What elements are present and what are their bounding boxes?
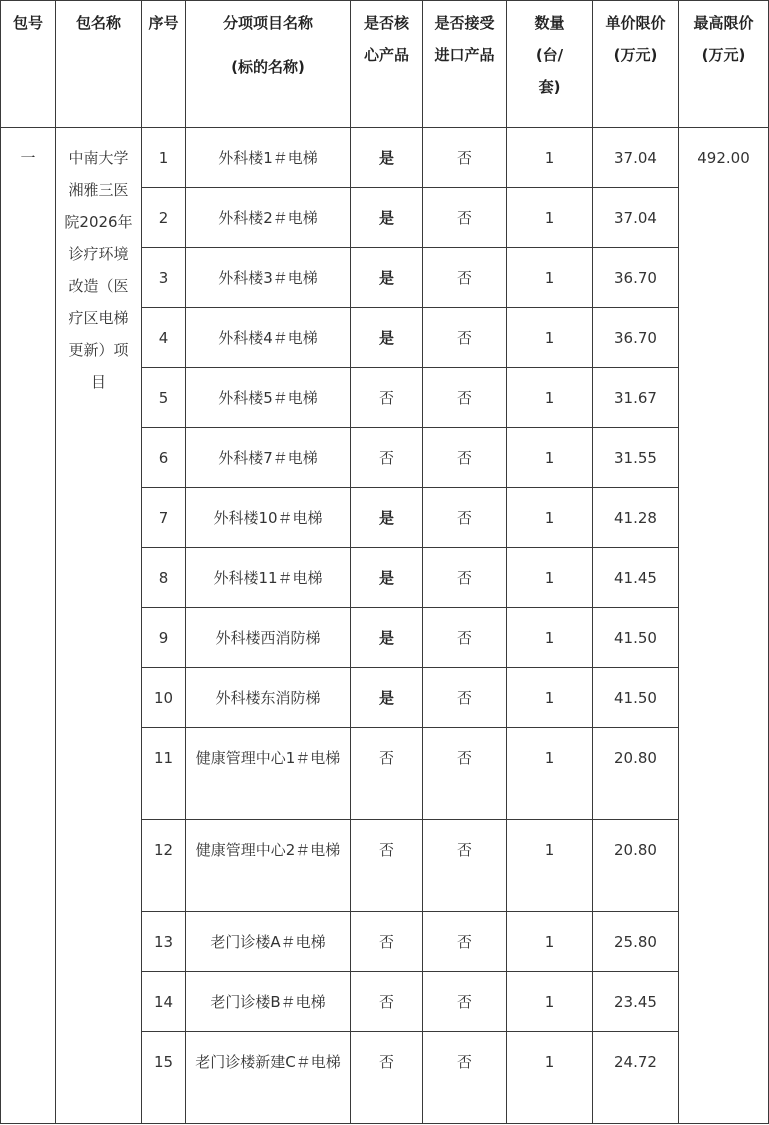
row-qty: 1 bbox=[507, 128, 593, 188]
row-unit-price: 41.28 bbox=[593, 488, 679, 548]
row-unit-price: 31.67 bbox=[593, 368, 679, 428]
row-item-name: 外科楼4＃电梯 bbox=[186, 308, 351, 368]
row-item-name: 老门诊楼A＃电梯 bbox=[186, 912, 351, 972]
row-seq: 9 bbox=[142, 608, 186, 668]
row-item-name: 外科楼2＃电梯 bbox=[186, 188, 351, 248]
row-qty: 1 bbox=[507, 820, 593, 912]
row-item-name: 外科楼东消防梯 bbox=[186, 668, 351, 728]
row-seq: 7 bbox=[142, 488, 186, 548]
row-core: 否 bbox=[351, 912, 423, 972]
row-core: 否 bbox=[351, 728, 423, 820]
header-pkg-no: 包号 bbox=[1, 1, 56, 128]
row-import: 否 bbox=[423, 1032, 507, 1124]
package-number: 一 bbox=[1, 128, 56, 1124]
row-seq: 12 bbox=[142, 820, 186, 912]
row-item-name: 外科楼11＃电梯 bbox=[186, 548, 351, 608]
row-seq: 1 bbox=[142, 128, 186, 188]
row-core: 否 bbox=[351, 428, 423, 488]
row-core: 是 bbox=[351, 308, 423, 368]
row-core: 是 bbox=[351, 188, 423, 248]
row-import: 否 bbox=[423, 368, 507, 428]
row-core: 是 bbox=[351, 608, 423, 668]
row-import: 否 bbox=[423, 128, 507, 188]
row-item-name: 健康管理中心2＃电梯 bbox=[186, 820, 351, 912]
header-row bbox=[1, 1, 769, 128]
row-import: 否 bbox=[423, 972, 507, 1032]
row-import: 否 bbox=[423, 728, 507, 820]
header-max-price: 最高限价 (万元) bbox=[679, 1, 769, 128]
row-unit-price: 23.45 bbox=[593, 972, 679, 1032]
row-unit-price: 41.50 bbox=[593, 668, 679, 728]
row-unit-price: 41.50 bbox=[593, 608, 679, 668]
header-import: 是否接受 进口产品 bbox=[423, 1, 507, 128]
row-item-name: 外科楼3＃电梯 bbox=[186, 248, 351, 308]
row-import: 否 bbox=[423, 248, 507, 308]
row-qty: 1 bbox=[507, 428, 593, 488]
row-unit-price: 36.70 bbox=[593, 248, 679, 308]
row-import: 否 bbox=[423, 428, 507, 488]
header-pkg-name: 包名称 bbox=[56, 1, 142, 128]
row-qty: 1 bbox=[507, 548, 593, 608]
row-seq: 2 bbox=[142, 188, 186, 248]
row-core: 是 bbox=[351, 668, 423, 728]
row-unit-price: 41.45 bbox=[593, 548, 679, 608]
header-qty: 数量 (台/ 套) bbox=[507, 1, 593, 128]
row-qty: 1 bbox=[507, 188, 593, 248]
row-seq: 13 bbox=[142, 912, 186, 972]
row-core: 否 bbox=[351, 972, 423, 1032]
row-import: 否 bbox=[423, 668, 507, 728]
row-core: 否 bbox=[351, 820, 423, 912]
row-core: 否 bbox=[351, 368, 423, 428]
row-qty: 1 bbox=[507, 668, 593, 728]
row-unit-price: 25.80 bbox=[593, 912, 679, 972]
row-core: 是 bbox=[351, 128, 423, 188]
row-qty: 1 bbox=[507, 912, 593, 972]
row-import: 否 bbox=[423, 488, 507, 548]
row-qty: 1 bbox=[507, 368, 593, 428]
row-qty: 1 bbox=[507, 1032, 593, 1124]
row-import: 否 bbox=[423, 820, 507, 912]
row-core: 是 bbox=[351, 248, 423, 308]
row-item-name: 老门诊楼B＃电梯 bbox=[186, 972, 351, 1032]
package-name: 中南大学湘雅三医院2026年诊疗环境改造（医疗区电梯更新）项目 bbox=[56, 128, 142, 1124]
row-seq: 3 bbox=[142, 248, 186, 308]
row-seq: 11 bbox=[142, 728, 186, 820]
header-unit-price: 单价限价 (万元) bbox=[593, 1, 679, 128]
row-seq: 4 bbox=[142, 308, 186, 368]
row-seq: 14 bbox=[142, 972, 186, 1032]
row-seq: 6 bbox=[142, 428, 186, 488]
header-item-name: 分项项目名称 (标的名称) bbox=[186, 1, 351, 128]
row-unit-price: 24.72 bbox=[593, 1032, 679, 1124]
row-unit-price: 37.04 bbox=[593, 188, 679, 248]
row-unit-price: 20.80 bbox=[593, 820, 679, 912]
header-core: 是否核 心产品 bbox=[351, 1, 423, 128]
row-unit-price: 36.70 bbox=[593, 308, 679, 368]
row-item-name: 外科楼1＃电梯 bbox=[186, 128, 351, 188]
row-import: 否 bbox=[423, 912, 507, 972]
row-qty: 1 bbox=[507, 248, 593, 308]
row-item-name: 外科楼西消防梯 bbox=[186, 608, 351, 668]
row-seq: 8 bbox=[142, 548, 186, 608]
row-item-name: 外科楼5＃电梯 bbox=[186, 368, 351, 428]
row-qty: 1 bbox=[507, 488, 593, 548]
row-item-name: 外科楼10＃电梯 bbox=[186, 488, 351, 548]
row-item-name: 外科楼7＃电梯 bbox=[186, 428, 351, 488]
table-row bbox=[1, 128, 769, 188]
row-import: 否 bbox=[423, 188, 507, 248]
row-seq: 5 bbox=[142, 368, 186, 428]
package-max-price: 492.00 bbox=[679, 128, 769, 1124]
row-import: 否 bbox=[423, 608, 507, 668]
row-import: 否 bbox=[423, 548, 507, 608]
row-qty: 1 bbox=[507, 728, 593, 820]
row-core: 是 bbox=[351, 488, 423, 548]
row-unit-price: 37.04 bbox=[593, 128, 679, 188]
row-item-name: 老门诊楼新建C＃电梯 bbox=[186, 1032, 351, 1124]
row-qty: 1 bbox=[507, 608, 593, 668]
row-seq: 10 bbox=[142, 668, 186, 728]
row-unit-price: 31.55 bbox=[593, 428, 679, 488]
row-qty: 1 bbox=[507, 972, 593, 1032]
row-core: 否 bbox=[351, 1032, 423, 1124]
row-item-name: 健康管理中心1＃电梯 bbox=[186, 728, 351, 820]
row-qty: 1 bbox=[507, 308, 593, 368]
row-unit-price: 20.80 bbox=[593, 728, 679, 820]
row-core: 是 bbox=[351, 548, 423, 608]
row-import: 否 bbox=[423, 308, 507, 368]
row-seq: 15 bbox=[142, 1032, 186, 1124]
header-seq: 序号 bbox=[142, 1, 186, 128]
